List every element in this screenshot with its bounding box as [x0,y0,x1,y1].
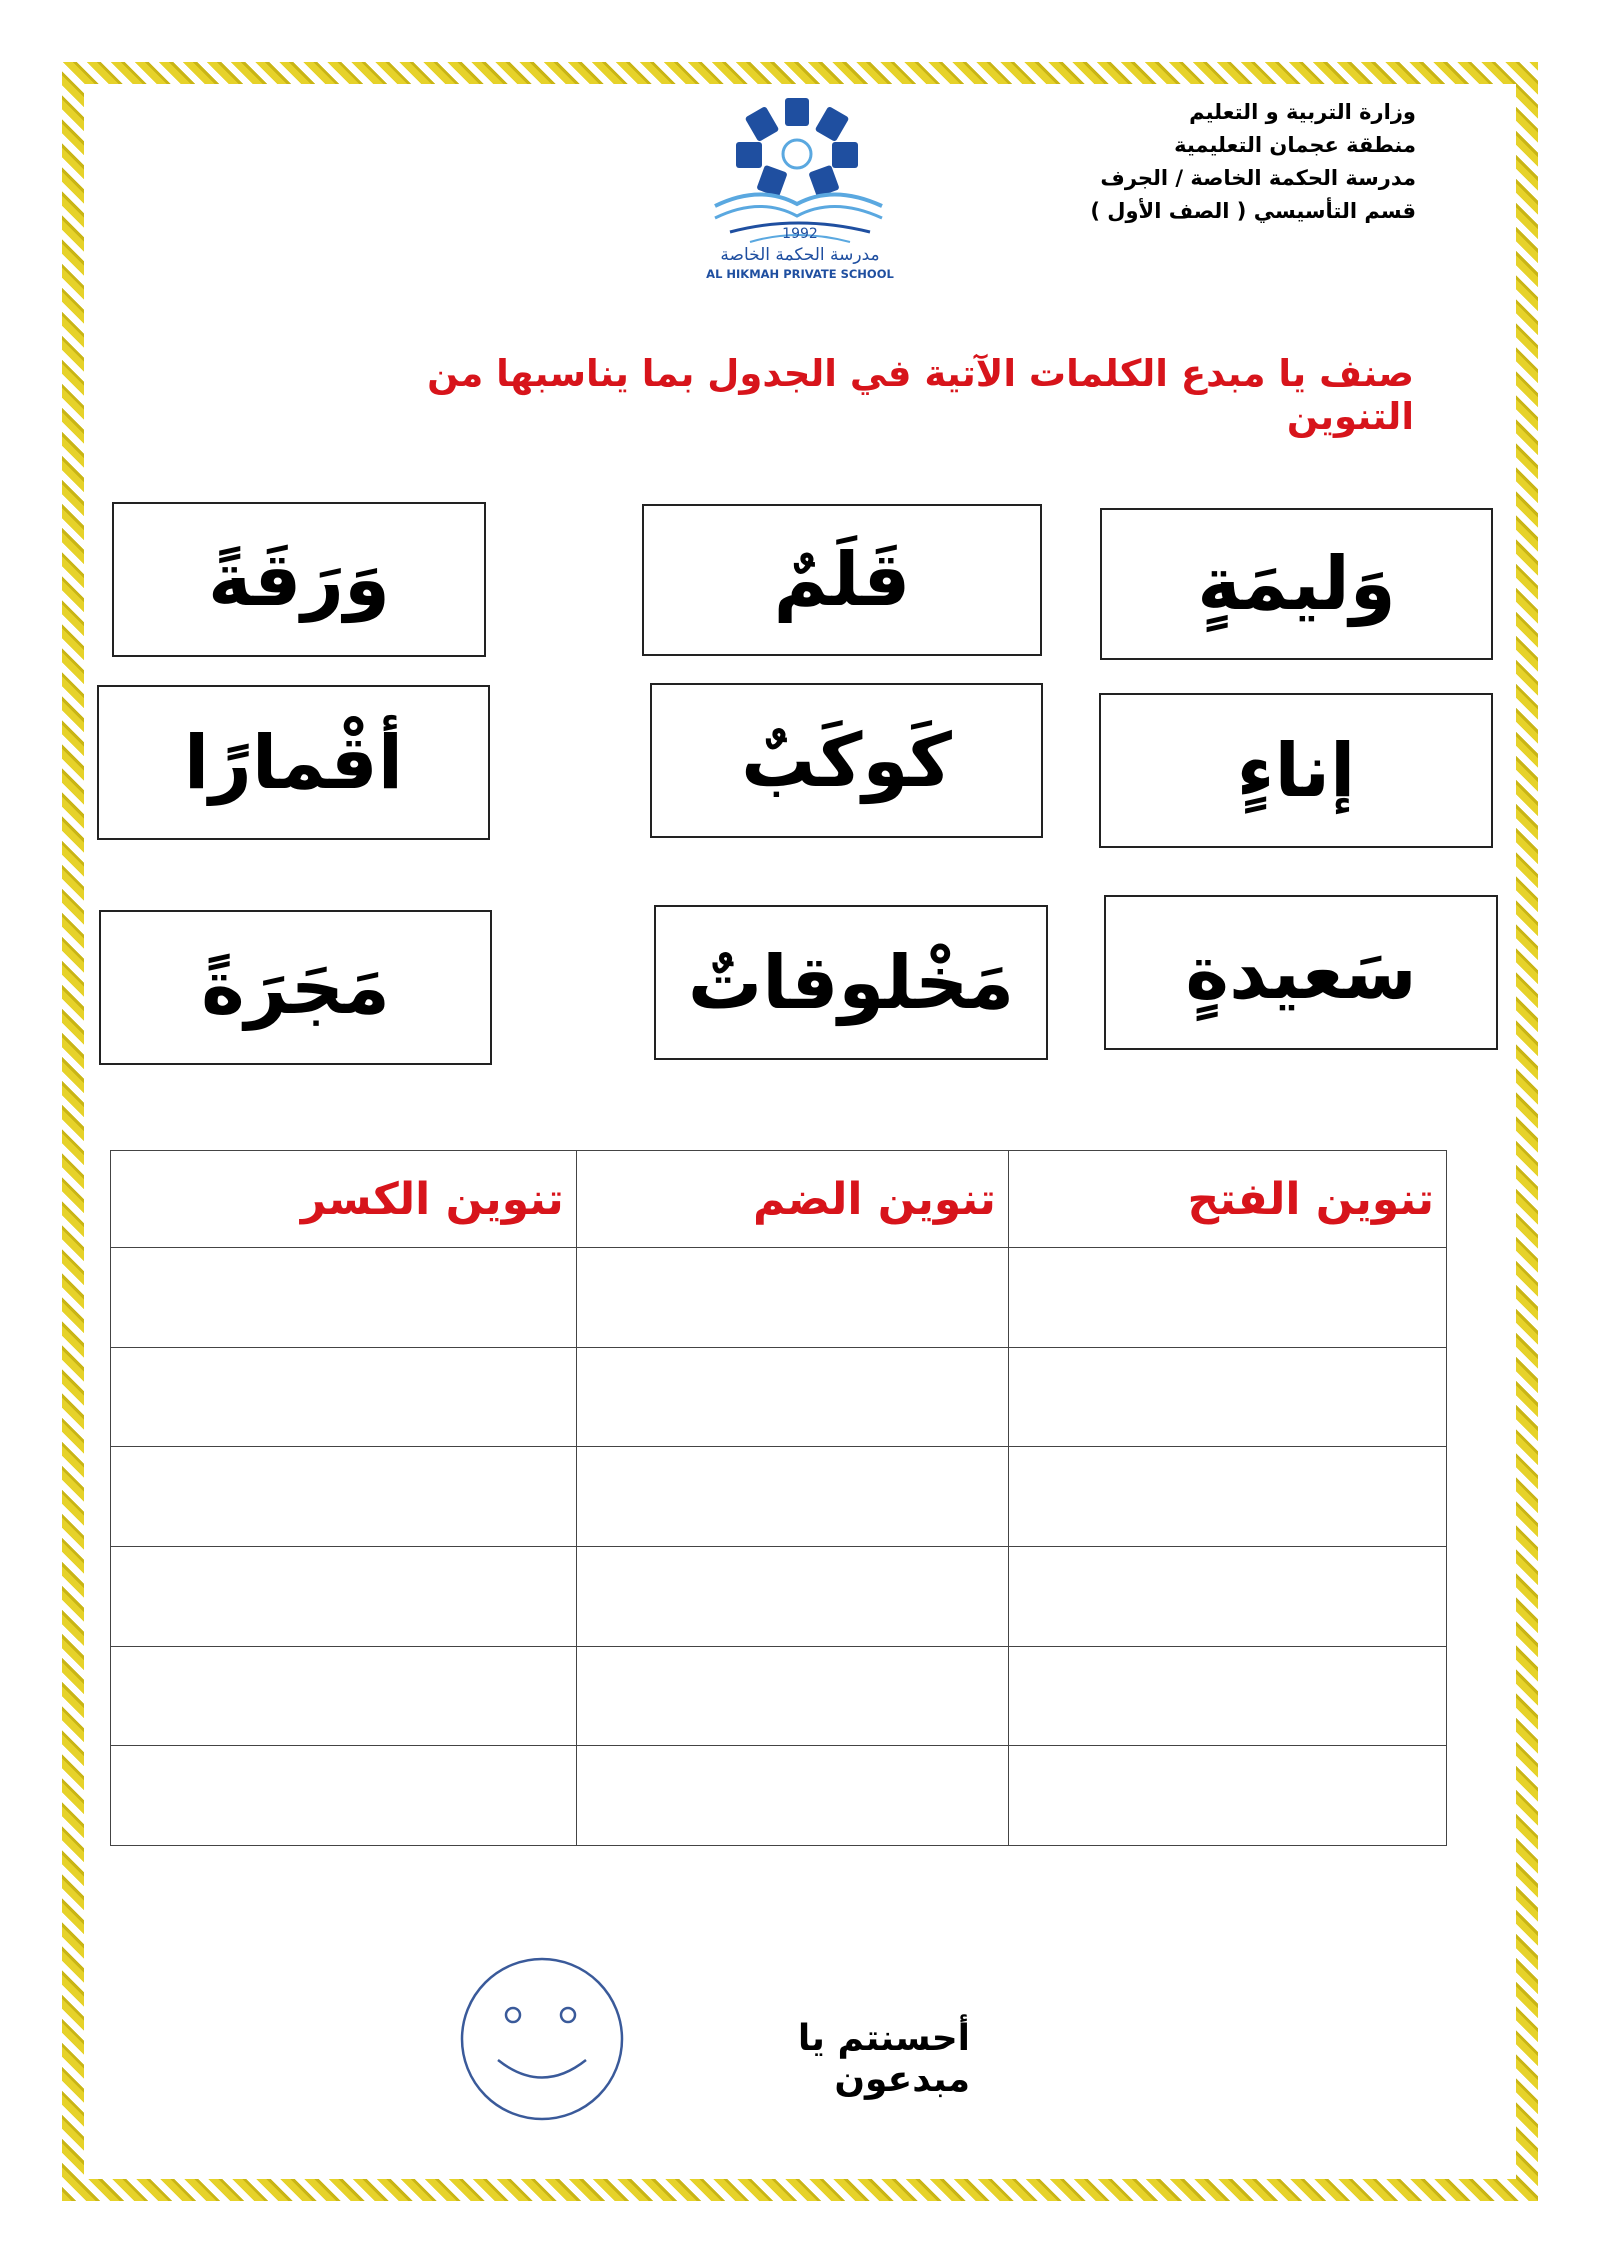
praise-text: أحسنتم يا مبدعون [797,2018,970,2100]
answer-cell[interactable] [111,1646,577,1746]
school-logo [700,96,900,291]
word-card: مَخْلوقاتٌ [654,905,1048,1060]
answer-cell[interactable] [576,1447,1008,1547]
answer-cell[interactable] [111,1347,577,1447]
answer-cell[interactable] [1008,1248,1446,1348]
smiley-face-icon [458,1955,626,2123]
logo-name-en: AL HIKMAH PRIVATE SCHOOL [706,267,894,281]
answer-cell[interactable] [111,1248,577,1348]
answer-cell[interactable] [111,1447,577,1547]
ministry-line: وزارة التربية و التعليم [1189,100,1416,124]
school-header [996,96,1416,228]
answer-cell[interactable] [1008,1746,1446,1846]
answer-cell[interactable] [576,1646,1008,1746]
word-card: إناءٍ [1099,693,1493,848]
word-card: سَعيدةٍ [1104,895,1498,1050]
answer-cell[interactable] [1008,1646,1446,1746]
answer-cell[interactable] [1008,1447,1446,1547]
answer-cell[interactable] [1008,1347,1446,1447]
answer-cell[interactable] [576,1746,1008,1846]
department-line: قسم التأسيسي ( الصف الأول ) [1090,199,1416,223]
header-fath-tanween: تنوين الفتح [1008,1151,1446,1248]
table-row [111,1347,1447,1447]
word-card: أقْمارًا [97,685,490,840]
zone-line: منطقة عجمان التعليمية [1174,133,1416,157]
word-card: وَليمَةٍ [1100,508,1493,660]
logo-year: 1992 [782,226,818,242]
header-kasr-tanween: تنوين الكسر [111,1151,577,1248]
logo-name-ar: مدرسة الحكمة الخاصة [720,245,880,265]
instruction-text: صنف يا مبدع الكلمات الآتية في الجدول بما يناسبها من التنوين [427,352,1414,438]
school-line: مدرسة الحكمة الخاصة / الجرف [1100,166,1416,190]
word-card: كَوكَبٌ [650,683,1043,838]
answer-cell[interactable] [111,1746,577,1846]
word-card: مَجَرَةً [99,910,492,1065]
answer-cell[interactable] [576,1546,1008,1646]
answer-cell[interactable] [576,1347,1008,1447]
classification-table [110,1150,1447,1846]
table-row [111,1646,1447,1746]
table-row [111,1447,1447,1547]
table-row [111,1546,1447,1646]
answer-cell[interactable] [111,1546,577,1646]
table-row [111,1248,1447,1348]
table-row [111,1746,1447,1846]
word-card: وَرَقَةً [112,502,486,657]
answer-cell[interactable] [576,1248,1008,1348]
word-card: قَلَمٌ [642,504,1042,656]
answer-cell[interactable] [1008,1546,1446,1646]
header-damm-tanween: تنوين الضم [576,1151,1008,1248]
